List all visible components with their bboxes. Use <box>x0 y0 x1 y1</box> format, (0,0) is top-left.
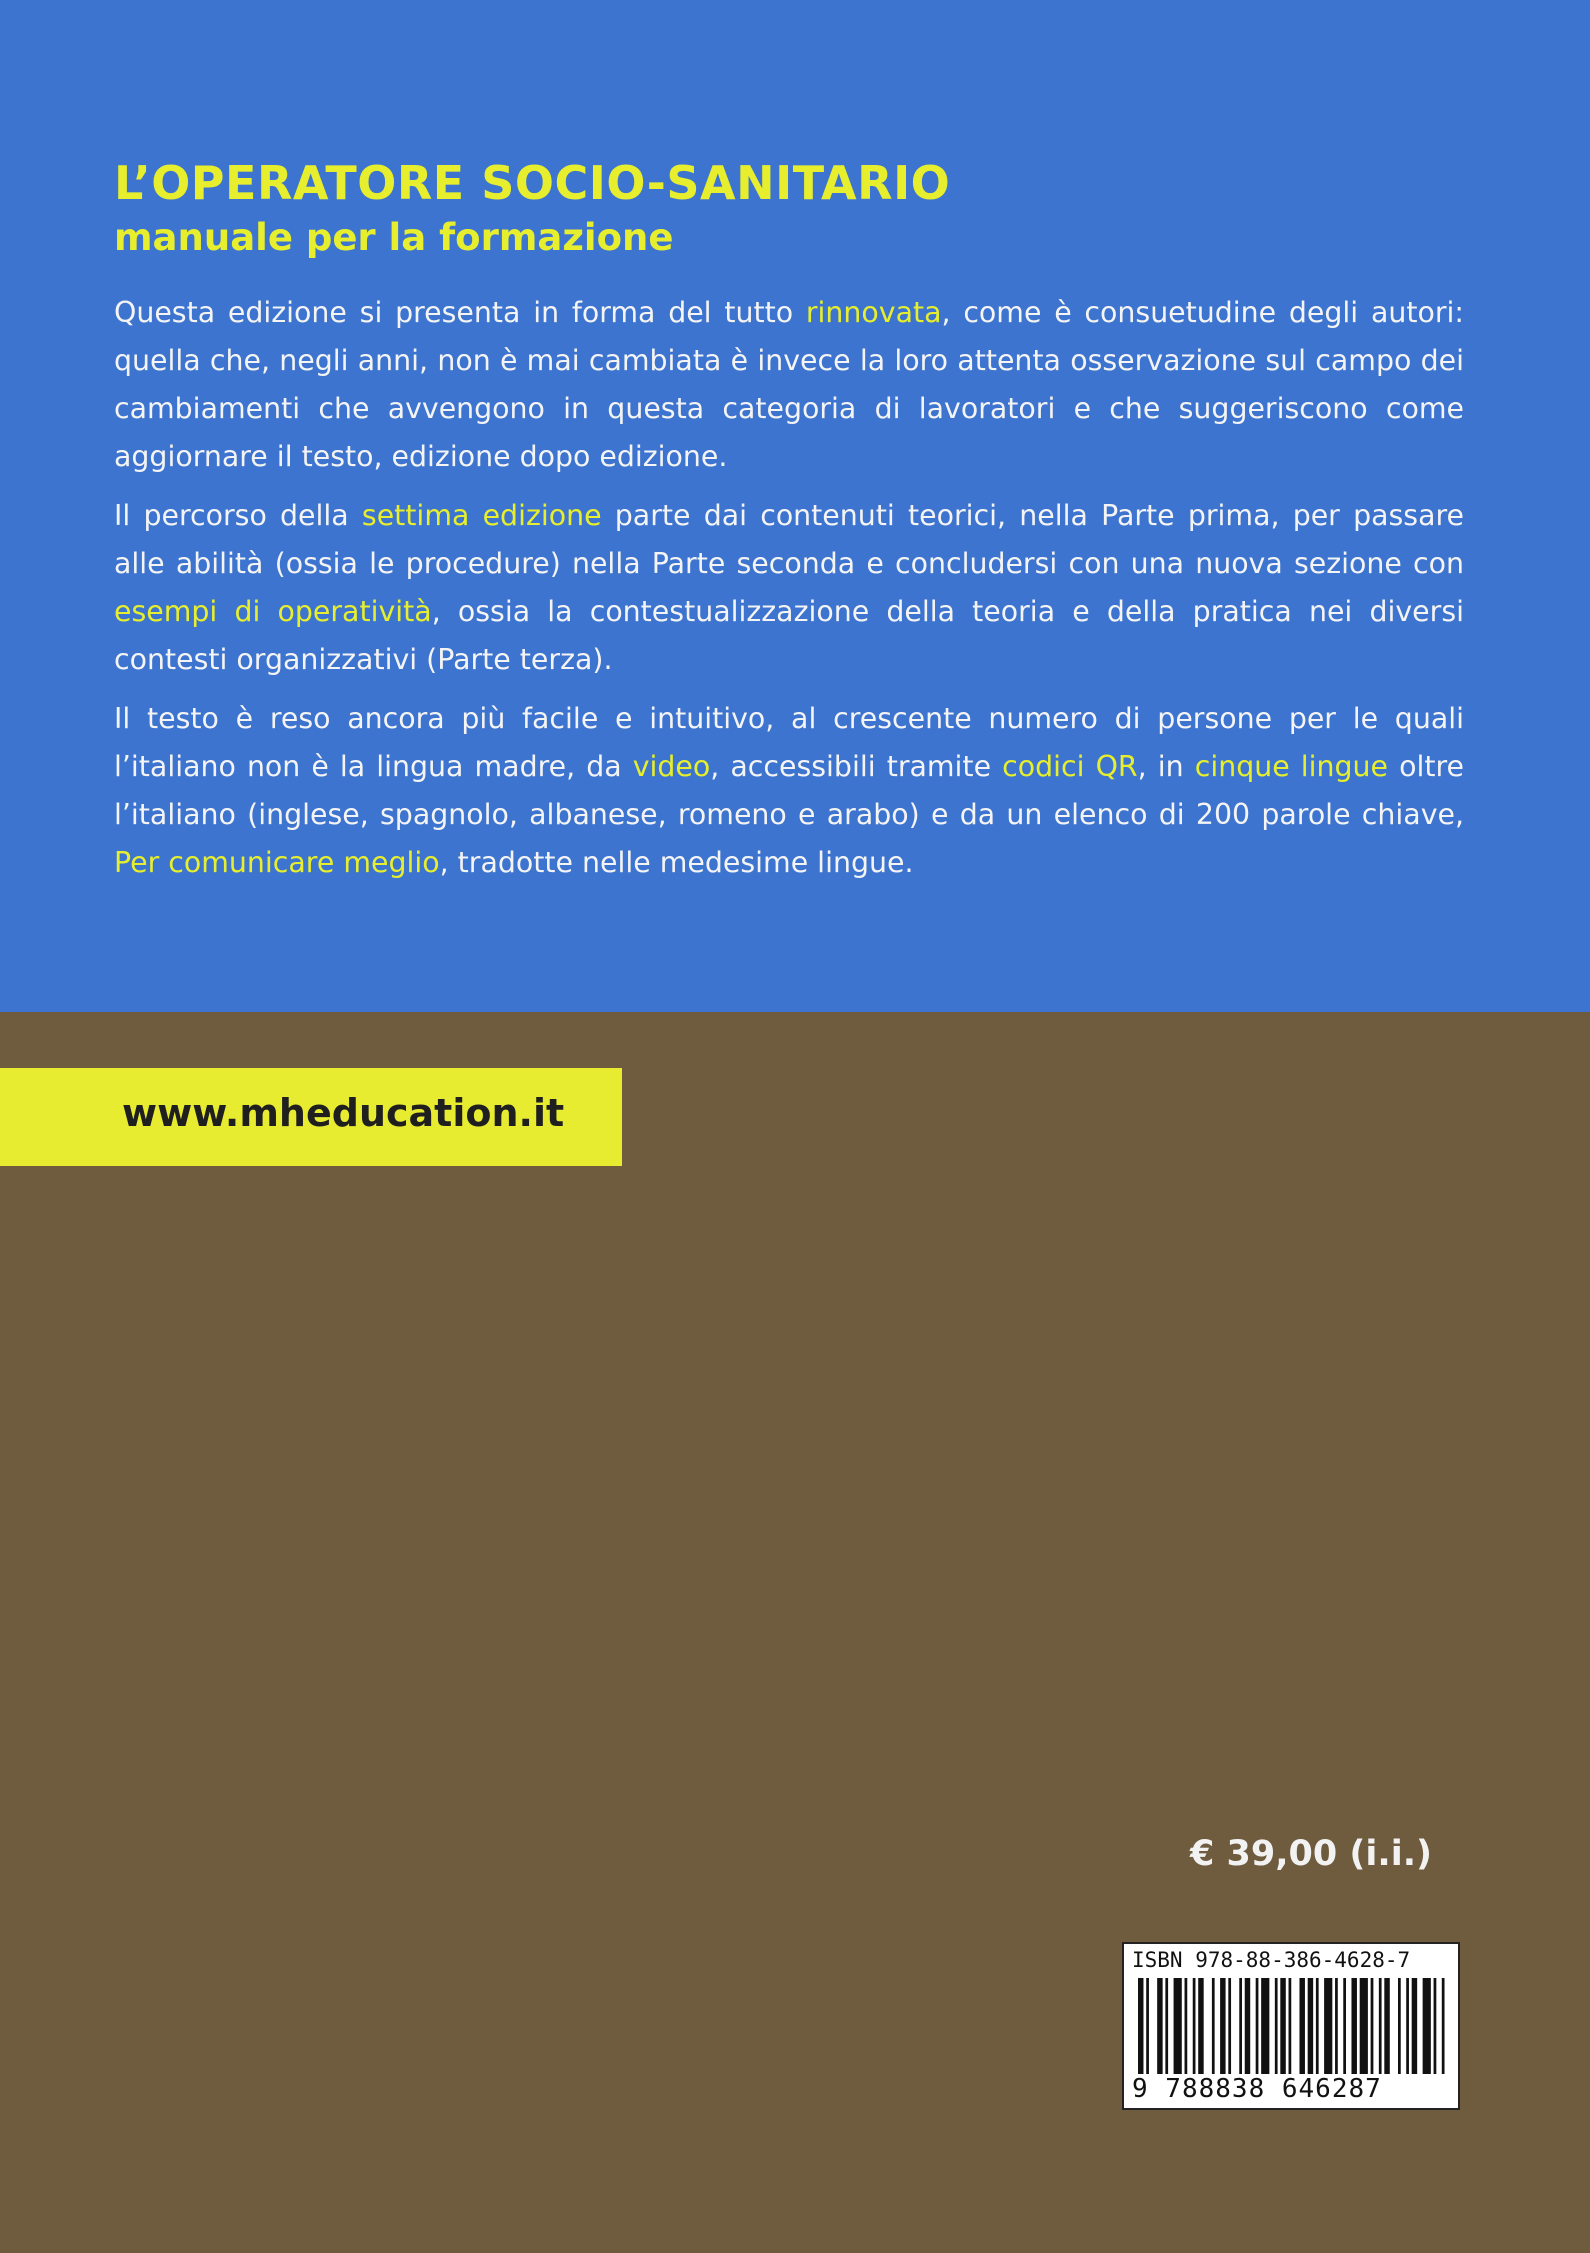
barcode-bar <box>1398 1978 1401 2074</box>
barcode-bar <box>1406 1978 1409 2074</box>
barcode-bar <box>1198 1978 1203 2074</box>
paragraph-line <box>114 743 1464 791</box>
barcode-bar <box>1335 1978 1338 2074</box>
paragraph-line: aggiornare il testo, edizione dopo edizione. <box>114 440 728 473</box>
barcode-bar <box>1316 1978 1319 2074</box>
text-segment: l’italiano non è la lingua madre, da <box>114 750 633 783</box>
text-segment: Il percorso della <box>114 499 362 532</box>
barcode-bar <box>1261 1978 1269 2074</box>
barcode-digits: 9 788838 646287 <box>1132 2074 1382 2104</box>
barcode-bar <box>1371 1978 1374 2074</box>
barcode-bar <box>1256 1978 1259 2074</box>
highlighted-text: cinque lingue <box>1194 750 1389 783</box>
book-subtitle: manuale per la formazione <box>114 216 674 259</box>
description-paragraph-1 <box>114 289 1464 481</box>
paragraph-line <box>114 588 1464 636</box>
paragraph-line: Il testo è reso ancora più facile e intuitivo, al crescente numero di persone per le quali <box>114 702 1464 735</box>
barcode-bar <box>1360 1978 1368 2074</box>
barcode-bar <box>1442 1978 1445 2074</box>
paragraph-line: l’italiano (inglese, spagnolo, albanese, romeno e arabo) e da un elenco di 200 parole chiave, <box>114 798 1464 831</box>
text-segment: oltre <box>1388 750 1465 783</box>
barcode-bar <box>1245 1978 1250 2074</box>
paragraph-line: quella che, negli anni, non è mai cambiata è invece la loro attenta osservazione sul campo dei <box>114 344 1464 377</box>
barcode-bar <box>1379 1978 1382 2074</box>
barcode-icon <box>1138 1978 1450 2074</box>
barcode-bar <box>1239 1978 1242 2074</box>
barcode-bar <box>1434 1978 1437 2074</box>
highlighted-text: video <box>632 750 711 783</box>
description-paragraph-2 <box>114 492 1464 684</box>
paragraph-line: alle abilità (ossia le procedure) nella Parte seconda e concludersi con una nuova sezione con <box>114 547 1464 580</box>
paragraph-line <box>114 289 1464 337</box>
barcode-bar <box>1146 1978 1149 2074</box>
barcode-bar <box>1185 1978 1188 2074</box>
description-paragraph-3 <box>114 695 1464 887</box>
highlighted-text: esempi di operatività <box>114 595 432 628</box>
barcode-bar <box>1299 1978 1304 2074</box>
text-segment: , ossia la contestualizzazione della teoria e della pratica nei diversi <box>431 595 1464 628</box>
barcode-bar <box>1220 1978 1225 2074</box>
barcode-bar <box>1289 1978 1292 2074</box>
barcode-bar <box>1423 1978 1431 2074</box>
text-segment: , in <box>1137 750 1195 783</box>
barcode-bar <box>1351 1978 1356 2074</box>
highlighted-text: rinnovata <box>805 296 942 329</box>
barcode-bar <box>1193 1978 1196 2074</box>
text-segment: parte dai contenuti teorici, nella Parte prima, per passare <box>601 499 1464 532</box>
paragraph-line: contesti organizzativi (Parte terza). <box>114 643 613 676</box>
barcode-bar <box>1157 1978 1162 2074</box>
barcode-bar <box>1343 1978 1346 2074</box>
text-segment: , accessibili tramite <box>710 750 1003 783</box>
highlighted-text: Per comunicare meglio <box>114 846 440 879</box>
barcode-bar <box>1138 1978 1143 2074</box>
barcode-bar <box>1165 1978 1168 2074</box>
barcode-bar <box>1228 1978 1231 2074</box>
barcode-bar <box>1412 1978 1417 2074</box>
price-label: € 39,00 (i.i.) <box>1190 1834 1433 1874</box>
barcode-bar <box>1275 1978 1278 2074</box>
barcode-bar <box>1384 1978 1389 2074</box>
barcode-bar <box>1174 1978 1182 2074</box>
barcode-bar <box>1280 1978 1285 2074</box>
paragraph-line <box>114 492 1464 540</box>
paragraph-line: cambiamenti che avvengono in questa categoria di lavoratori e che suggeriscono come <box>114 392 1464 425</box>
paragraph-line <box>114 839 1464 887</box>
barcode-bar <box>1324 1978 1332 2074</box>
highlighted-text: codici QR <box>1002 750 1138 783</box>
barcode-bar <box>1212 1978 1215 2074</box>
text-segment: , come è consuetudine degli autori: <box>941 296 1464 329</box>
text-segment: Questa edizione si presenta in forma del tutto <box>114 296 806 329</box>
isbn-barcode-box <box>1122 1942 1460 2110</box>
website-link[interactable]: www.mheducation.it <box>122 1091 565 1135</box>
highlighted-text: settima edizione <box>361 499 602 532</box>
book-title: L’OPERATORE SOCIO-SANITARIO <box>114 156 951 210</box>
text-segment: , tradotte nelle medesime lingue. <box>439 846 914 879</box>
barcode-bar <box>1308 1978 1313 2074</box>
isbn-label: ISBN 978-88-386-4628-7 <box>1132 1948 1411 1972</box>
